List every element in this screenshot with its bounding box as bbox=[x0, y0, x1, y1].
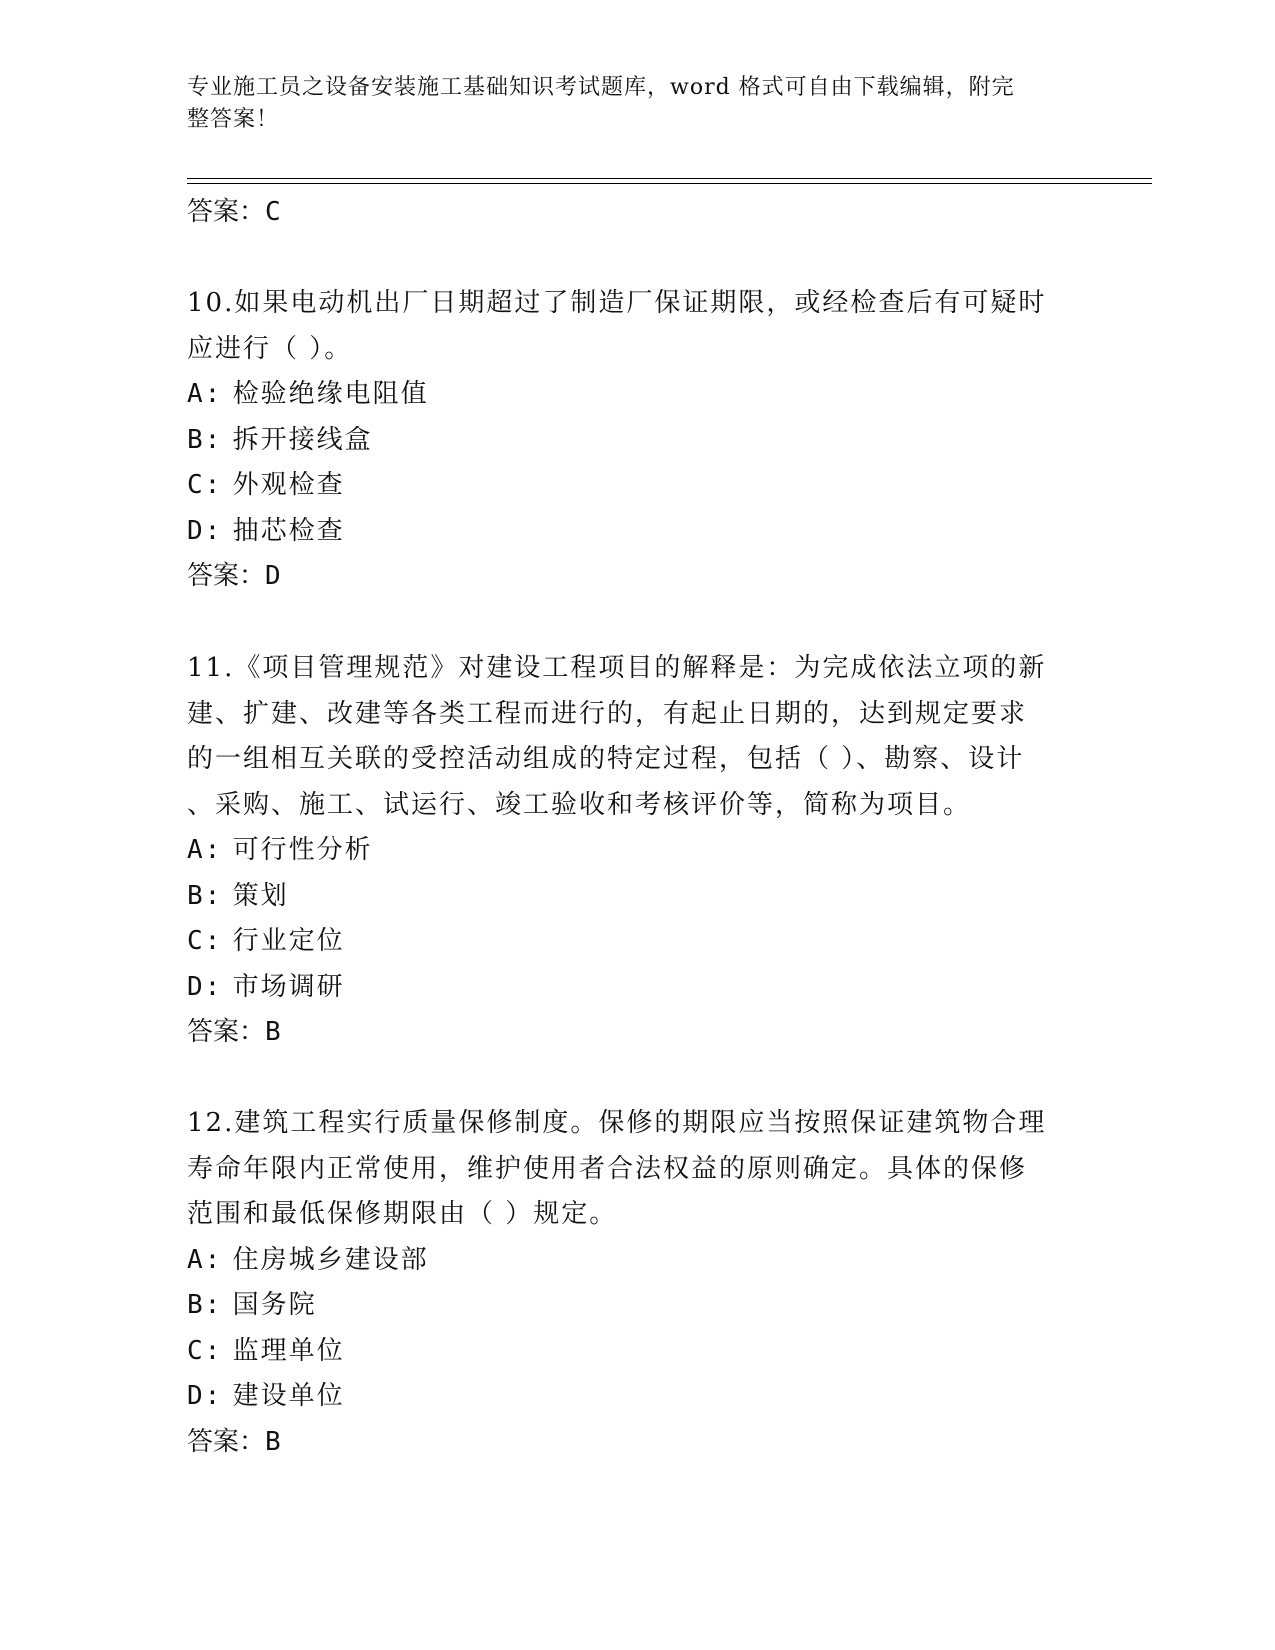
option-key: A: bbox=[187, 835, 223, 865]
question-stem-line: 12.建筑工程实行质量保修制度。保修的期限应当按照保证建筑物合理 bbox=[187, 1108, 1047, 1138]
option-text: 建设单位 bbox=[232, 1381, 345, 1411]
option-b bbox=[187, 1283, 1077, 1329]
option-text: 市场调研 bbox=[232, 971, 345, 1002]
option-key: B: bbox=[187, 1290, 223, 1320]
page-header bbox=[187, 72, 1067, 136]
answer: 答案：B bbox=[187, 1017, 281, 1047]
option-key: A: bbox=[187, 379, 223, 409]
option-c bbox=[187, 1329, 1077, 1375]
option-text: 国务院 bbox=[232, 1290, 317, 1320]
answer: 答案：D bbox=[187, 561, 281, 591]
option-text: 抽芯检查 bbox=[232, 515, 345, 546]
option-key: A: bbox=[187, 1244, 223, 1275]
option-c bbox=[187, 919, 1077, 965]
question-stem-line: 、采购、施工、试运行、竣工验收和考核评价等，简称为项目。 bbox=[187, 789, 972, 820]
option-key: C: bbox=[187, 926, 223, 956]
answer: 答案：B bbox=[187, 1426, 281, 1457]
option-text: 行业定位 bbox=[232, 926, 345, 956]
option-d bbox=[187, 1374, 1077, 1420]
header-line-2: 整答案！ bbox=[187, 107, 280, 132]
option-b bbox=[187, 418, 1077, 464]
option-key: B: bbox=[187, 880, 223, 911]
question-stem-line: 建、扩建、改建等各类工程而进行的，有起止日期的，达到规定要求 bbox=[187, 698, 1028, 729]
option-text: 检验绝缘电阻值 bbox=[232, 379, 429, 409]
option-key: D: bbox=[187, 1381, 223, 1411]
option-text: 住房城乡建设部 bbox=[232, 1244, 429, 1275]
option-d bbox=[187, 509, 1077, 555]
header-rule-bottom bbox=[187, 183, 1152, 184]
question-stem-line: 10.如果电动机出厂日期超过了制造厂保证期限，或经检查后有可疑时 bbox=[187, 288, 1047, 318]
option-key: C: bbox=[187, 1335, 223, 1366]
question-10 bbox=[187, 281, 1077, 600]
option-text: 可行性分析 bbox=[232, 835, 373, 865]
option-text: 监理单位 bbox=[232, 1335, 345, 1366]
option-key: D: bbox=[187, 515, 223, 546]
option-key: D: bbox=[187, 971, 223, 1002]
question-stem-line: 的一组相互关联的受控活动组成的特定过程，包括（ ）、勘察、设计 bbox=[187, 744, 1025, 774]
option-c bbox=[187, 463, 1077, 509]
option-d bbox=[187, 965, 1077, 1011]
option-key: B: bbox=[187, 424, 223, 455]
header-line-1: 专业施工员之设备安装施工基础知识考试题库，word 格式可自由下载编辑，附完 bbox=[187, 75, 1015, 100]
header-rule-top bbox=[187, 178, 1152, 179]
option-key: C: bbox=[187, 470, 223, 500]
option-b bbox=[187, 874, 1077, 920]
option-text: 拆开接线盒 bbox=[232, 424, 373, 455]
option-text: 策划 bbox=[232, 880, 289, 911]
option-text: 外观检查 bbox=[232, 470, 345, 500]
option-a bbox=[187, 1238, 1077, 1284]
question-stem-line: 应进行（ ）。 bbox=[187, 333, 353, 364]
question-12 bbox=[187, 1101, 1077, 1465]
option-a bbox=[187, 372, 1077, 418]
option-a bbox=[187, 828, 1077, 874]
question-stem-line: 11.《项目管理规范》对建设工程项目的解释是：为完成依法立项的新 bbox=[187, 653, 1047, 683]
question-stem-line: 范围和最低保修期限由（ ）规定。 bbox=[187, 1199, 618, 1229]
question-11 bbox=[187, 646, 1077, 1056]
previous-answer: 答案：C bbox=[187, 197, 281, 227]
question-stem-line: 寿命年限内正常使用，维护使用者合法权益的原则确定。具体的保修 bbox=[187, 1153, 1028, 1184]
